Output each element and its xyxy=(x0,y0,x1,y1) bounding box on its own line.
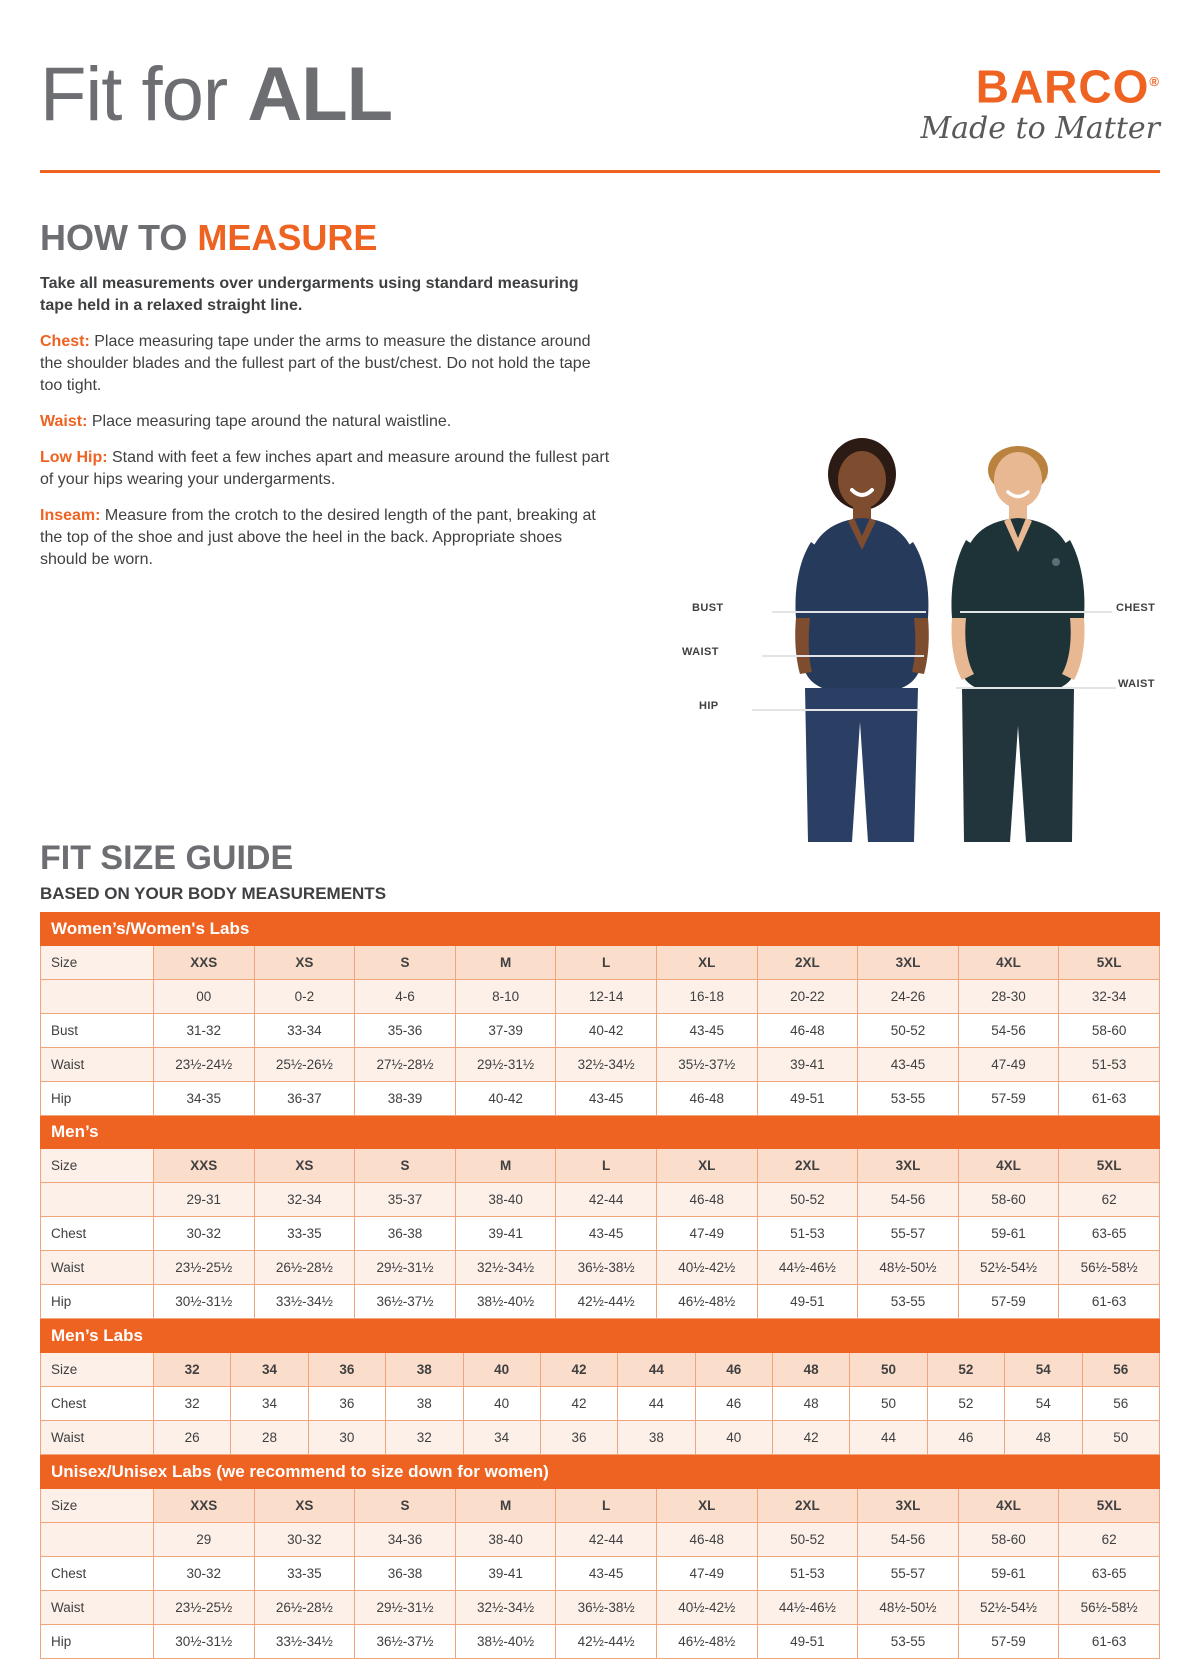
data-cell: 26½-28½ xyxy=(254,1591,355,1625)
size-cell: 34 xyxy=(231,1353,308,1387)
callout-waist-right: WAIST xyxy=(1118,678,1155,690)
data-cell: 35-36 xyxy=(355,1014,456,1048)
data-cell: 47-49 xyxy=(656,1217,757,1251)
numeric-cell: 12-14 xyxy=(556,980,657,1014)
table-row xyxy=(41,1523,1160,1557)
row-label-waist: Waist xyxy=(41,1421,154,1455)
data-cell: 61-63 xyxy=(1059,1082,1160,1116)
data-cell: 23½-25½ xyxy=(154,1591,255,1625)
row-label-waist: Waist xyxy=(41,1251,154,1285)
fit-size-guide-title: FIT SIZE GUIDE xyxy=(40,839,294,877)
numeric-cell: 32-34 xyxy=(254,1183,355,1217)
numeric-cell: 58-60 xyxy=(958,1523,1059,1557)
table-banner-row xyxy=(41,1320,1160,1353)
data-cell: 28 xyxy=(231,1421,308,1455)
table-row xyxy=(41,1251,1160,1285)
data-cell: 30-32 xyxy=(154,1557,255,1591)
data-cell: 46-48 xyxy=(656,1082,757,1116)
data-cell: 42½-44½ xyxy=(556,1285,657,1319)
measure-item-chest-label: Chest: xyxy=(40,333,90,350)
data-cell: 31-32 xyxy=(154,1014,255,1048)
data-cell: 25½-26½ xyxy=(254,1048,355,1082)
data-cell: 56 xyxy=(1082,1387,1160,1421)
data-cell: 34 xyxy=(231,1387,308,1421)
page-header xyxy=(40,52,1160,162)
data-cell: 33½-34½ xyxy=(254,1285,355,1319)
row-label-hip: Hip xyxy=(41,1625,154,1659)
row-label-bust: Bust xyxy=(41,1014,154,1048)
size-guide-page xyxy=(0,52,1200,1652)
data-cell: 36 xyxy=(308,1387,385,1421)
data-cell: 38 xyxy=(386,1387,463,1421)
size-cell: XS xyxy=(254,946,355,980)
data-cell: 30 xyxy=(308,1421,385,1455)
data-cell: 44 xyxy=(850,1421,927,1455)
data-cell: 57-59 xyxy=(958,1082,1059,1116)
how-to-measure-section xyxy=(40,217,640,571)
data-cell: 36-37 xyxy=(254,1082,355,1116)
data-cell: 34-35 xyxy=(154,1082,255,1116)
table-row xyxy=(41,1149,1160,1183)
numeric-cell: 8-10 xyxy=(455,980,556,1014)
row-label-chest: Chest xyxy=(41,1387,154,1421)
data-cell: 59-61 xyxy=(958,1557,1059,1591)
data-cell: 36½-38½ xyxy=(556,1591,657,1625)
data-cell: 43-45 xyxy=(556,1082,657,1116)
size-cell: XS xyxy=(254,1489,355,1523)
size-cell: 4XL xyxy=(958,946,1059,980)
data-cell: 39-41 xyxy=(455,1557,556,1591)
models-svg xyxy=(712,422,1162,852)
row-label-hip: Hip xyxy=(41,1285,154,1319)
data-cell: 53-55 xyxy=(858,1082,959,1116)
size-cell: S xyxy=(355,1489,456,1523)
data-cell: 42 xyxy=(540,1387,617,1421)
data-cell: 26½-28½ xyxy=(254,1251,355,1285)
banner-unisex: Unisex/Unisex Labs (we recommend to size down for women) xyxy=(41,1456,1160,1489)
data-cell: 36½-37½ xyxy=(355,1625,456,1659)
numeric-cell: 50-52 xyxy=(757,1523,858,1557)
data-cell: 32 xyxy=(154,1387,231,1421)
row-label-empty xyxy=(41,980,154,1014)
numeric-cell: 54-56 xyxy=(858,1523,959,1557)
size-cell: 4XL xyxy=(958,1489,1059,1523)
data-cell: 39-41 xyxy=(455,1217,556,1251)
fit-size-guide-subtitle: BASED ON YOUR BODY MEASUREMENTS xyxy=(40,884,387,903)
measure-item-lowhip-label: Low Hip: xyxy=(40,449,108,466)
data-cell: 36½-37½ xyxy=(355,1285,456,1319)
banner-mens-labs: Men’s Labs xyxy=(41,1320,1160,1353)
callout-bust: BUST xyxy=(692,602,724,614)
size-cell: L xyxy=(556,1489,657,1523)
data-cell: 50-52 xyxy=(858,1014,959,1048)
data-cell: 36 xyxy=(540,1421,617,1455)
data-cell: 29½-31½ xyxy=(455,1048,556,1082)
data-cell: 48½-50½ xyxy=(858,1591,959,1625)
data-cell: 33-34 xyxy=(254,1014,355,1048)
brand-tagline: Made to Matter xyxy=(920,111,1160,147)
size-cell: 54 xyxy=(1005,1353,1082,1387)
size-cell: S xyxy=(355,1149,456,1183)
data-cell: 51-53 xyxy=(757,1557,858,1591)
measure-item-lowhip-text: Stand with feet a few inches apart and measure around the fullest part of your hips wearing your undergarments. xyxy=(40,449,610,488)
data-cell: 32½-34½ xyxy=(455,1251,556,1285)
data-cell: 57-59 xyxy=(958,1625,1059,1659)
table-row xyxy=(41,1285,1160,1319)
numeric-cell: 29-31 xyxy=(154,1183,255,1217)
numeric-cell: 0-2 xyxy=(254,980,355,1014)
data-cell: 44 xyxy=(618,1387,695,1421)
measure-item-chest-text: Place measuring tape under the arms to measure the distance around the shoulder blades and the fullest part of the bust/chest. Do not hold the tape too tight. xyxy=(40,333,591,394)
size-cell: S xyxy=(355,946,456,980)
data-cell: 36-38 xyxy=(355,1217,456,1251)
numeric-cell: 4-6 xyxy=(355,980,456,1014)
data-cell: 33-35 xyxy=(254,1217,355,1251)
data-cell: 63-65 xyxy=(1059,1557,1160,1591)
data-cell: 36½-38½ xyxy=(556,1251,657,1285)
data-cell: 38 xyxy=(618,1421,695,1455)
data-cell: 27½-28½ xyxy=(355,1048,456,1082)
data-cell: 46½-48½ xyxy=(656,1285,757,1319)
data-cell: 50 xyxy=(1082,1421,1160,1455)
callout-hip: HIP xyxy=(699,700,719,712)
table-banner-row xyxy=(41,913,1160,946)
data-cell: 37-39 xyxy=(455,1014,556,1048)
table-row xyxy=(41,1591,1160,1625)
data-cell: 53-55 xyxy=(858,1625,959,1659)
table-row xyxy=(41,1625,1160,1659)
table-row xyxy=(41,1048,1160,1082)
row-label-waist: Waist xyxy=(41,1048,154,1082)
female-model-figure xyxy=(795,438,929,842)
data-cell: 43-45 xyxy=(656,1014,757,1048)
numeric-cell: 46-48 xyxy=(656,1183,757,1217)
size-cell: 56 xyxy=(1082,1353,1160,1387)
data-cell: 44½-46½ xyxy=(757,1591,858,1625)
data-cell: 43-45 xyxy=(556,1217,657,1251)
data-cell: 23½-25½ xyxy=(154,1251,255,1285)
size-cell: 3XL xyxy=(858,946,959,980)
measure-item-chest xyxy=(40,331,610,397)
data-cell: 42 xyxy=(773,1421,850,1455)
numeric-cell: 58-60 xyxy=(958,1183,1059,1217)
numeric-cell: 38-40 xyxy=(455,1523,556,1557)
size-cell: 38 xyxy=(386,1353,463,1387)
size-cell: XL xyxy=(656,1149,757,1183)
data-cell: 49-51 xyxy=(757,1625,858,1659)
data-cell: 33-35 xyxy=(254,1557,355,1591)
model-illustration xyxy=(682,422,1162,852)
table-row xyxy=(41,1183,1160,1217)
brand-logo xyxy=(920,58,1160,146)
data-cell: 53-55 xyxy=(858,1285,959,1319)
data-cell: 30½-31½ xyxy=(154,1625,255,1659)
row-label-chest: Chest xyxy=(41,1557,154,1591)
data-cell: 40 xyxy=(695,1421,772,1455)
numeric-cell: 62 xyxy=(1059,1183,1160,1217)
size-cell: 50 xyxy=(850,1353,927,1387)
data-cell: 32½-34½ xyxy=(556,1048,657,1082)
registered-mark-icon: ® xyxy=(1149,74,1160,89)
measure-item-inseam-label: Inseam: xyxy=(40,507,101,524)
size-cell: M xyxy=(455,1489,556,1523)
data-cell: 54-56 xyxy=(958,1014,1059,1048)
size-cell: 5XL xyxy=(1059,1489,1160,1523)
data-cell: 61-63 xyxy=(1059,1285,1160,1319)
measure-item-waist-text: Place measuring tape around the natural waistline. xyxy=(87,413,452,430)
data-cell: 38½-40½ xyxy=(455,1625,556,1659)
size-cell: L xyxy=(556,946,657,980)
numeric-cell: 38-40 xyxy=(455,1183,556,1217)
table-row xyxy=(41,1014,1160,1048)
data-cell: 52½-54½ xyxy=(958,1251,1059,1285)
data-cell: 49-51 xyxy=(757,1285,858,1319)
data-cell: 38-39 xyxy=(355,1082,456,1116)
row-label-size: Size xyxy=(41,1149,154,1183)
row-label-chest: Chest xyxy=(41,1217,154,1251)
table-row xyxy=(41,1489,1160,1523)
row-label-size: Size xyxy=(41,1489,154,1523)
size-cell: 44 xyxy=(618,1353,695,1387)
data-cell: 63-65 xyxy=(1059,1217,1160,1251)
table-row xyxy=(41,1353,1160,1387)
size-cell: M xyxy=(455,1149,556,1183)
numeric-cell: 54-56 xyxy=(858,1183,959,1217)
size-cell: 3XL xyxy=(858,1149,959,1183)
size-cell: 3XL xyxy=(858,1489,959,1523)
data-cell: 48½-50½ xyxy=(858,1251,959,1285)
data-cell: 40½-42½ xyxy=(656,1251,757,1285)
data-cell: 47-49 xyxy=(656,1557,757,1591)
data-cell: 46 xyxy=(695,1387,772,1421)
data-cell: 38½-40½ xyxy=(455,1285,556,1319)
brand-name xyxy=(975,58,1160,113)
data-cell: 43-45 xyxy=(858,1048,959,1082)
data-cell: 26 xyxy=(154,1421,231,1455)
numeric-cell: 29 xyxy=(154,1523,255,1557)
data-cell: 55-57 xyxy=(858,1557,959,1591)
numeric-cell: 20-22 xyxy=(757,980,858,1014)
data-cell: 46-48 xyxy=(757,1014,858,1048)
size-cell: XL xyxy=(656,1489,757,1523)
data-cell: 51-53 xyxy=(757,1217,858,1251)
table-womens xyxy=(40,912,1160,1319)
measure-item-lowhip xyxy=(40,447,610,491)
data-cell: 40-42 xyxy=(455,1082,556,1116)
numeric-cell: 32-34 xyxy=(1059,980,1160,1014)
data-cell: 59-61 xyxy=(958,1217,1059,1251)
row-label-empty xyxy=(41,1523,154,1557)
size-cell: 40 xyxy=(463,1353,540,1387)
callout-chest-right: CHEST xyxy=(1116,602,1156,614)
data-cell: 46 xyxy=(927,1421,1004,1455)
data-cell: 51-53 xyxy=(1059,1048,1160,1082)
size-cell: 32 xyxy=(154,1353,231,1387)
data-cell: 36-38 xyxy=(355,1557,456,1591)
data-cell: 32½-34½ xyxy=(455,1591,556,1625)
size-cell: L xyxy=(556,1149,657,1183)
size-cell: 2XL xyxy=(757,1489,858,1523)
numeric-cell: 24-26 xyxy=(858,980,959,1014)
size-cell: 42 xyxy=(540,1353,617,1387)
row-label-size: Size xyxy=(41,946,154,980)
numeric-cell: 62 xyxy=(1059,1523,1160,1557)
banner-womens: Women’s/Women's Labs xyxy=(41,913,1160,946)
numeric-cell: 30-32 xyxy=(254,1523,355,1557)
data-cell: 61-63 xyxy=(1059,1625,1160,1659)
row-label-size: Size xyxy=(41,1353,154,1387)
table-row xyxy=(41,1557,1160,1591)
data-cell: 39-41 xyxy=(757,1048,858,1082)
size-cell: 46 xyxy=(695,1353,772,1387)
size-cell: XS xyxy=(254,1149,355,1183)
data-cell: 44½-46½ xyxy=(757,1251,858,1285)
size-cell: 52 xyxy=(927,1353,1004,1387)
data-cell: 35½-37½ xyxy=(656,1048,757,1082)
data-cell: 54 xyxy=(1005,1387,1082,1421)
table-row xyxy=(41,1217,1160,1251)
callout-waist-left: WAIST xyxy=(682,646,719,658)
brand-name-text: BARCO xyxy=(975,60,1150,113)
row-label-waist: Waist xyxy=(41,1591,154,1625)
size-cell: 5XL xyxy=(1059,1149,1160,1183)
size-cell: XXS xyxy=(154,1489,255,1523)
table-row xyxy=(41,980,1160,1014)
numeric-cell: 35-37 xyxy=(355,1183,456,1217)
size-cell: 36 xyxy=(308,1353,385,1387)
data-cell: 48 xyxy=(1005,1421,1082,1455)
numeric-cell: 00 xyxy=(154,980,255,1014)
measure-lead-text: Take all measurements over undergarments using standard measuring tape held in a relaxed straight line. xyxy=(40,275,579,314)
page-title-light: Fit for xyxy=(40,52,248,137)
measure-item-waist-label: Waist: xyxy=(40,413,88,430)
table-banner-row xyxy=(41,1116,1160,1149)
data-cell: 42½-44½ xyxy=(556,1625,657,1659)
size-cell: XXS xyxy=(154,946,255,980)
table-row xyxy=(41,1082,1160,1116)
size-cell: M xyxy=(455,946,556,980)
data-cell: 48 xyxy=(773,1387,850,1421)
table-unisex xyxy=(40,1455,1160,1659)
table-row xyxy=(41,946,1160,980)
data-cell: 30-32 xyxy=(154,1217,255,1251)
data-cell: 29½-31½ xyxy=(355,1591,456,1625)
row-label-hip: Hip xyxy=(41,1082,154,1116)
heading-plain: HOW TO xyxy=(40,217,198,258)
numeric-cell: 42-44 xyxy=(556,1523,657,1557)
how-to-measure-heading xyxy=(40,217,640,259)
header-divider xyxy=(40,170,1160,173)
size-cell: 5XL xyxy=(1059,946,1160,980)
size-cell: 2XL xyxy=(757,1149,858,1183)
heading-accent: MEASURE xyxy=(197,217,378,258)
data-cell: 52 xyxy=(927,1387,1004,1421)
numeric-cell: 46-48 xyxy=(656,1523,757,1557)
data-cell: 40 xyxy=(463,1387,540,1421)
measure-item-waist xyxy=(40,411,610,433)
data-cell: 40½-42½ xyxy=(656,1591,757,1625)
measure-item-inseam xyxy=(40,505,610,571)
data-cell: 43-45 xyxy=(556,1557,657,1591)
table-row xyxy=(41,1387,1160,1421)
data-cell: 56½-58½ xyxy=(1059,1251,1160,1285)
data-cell: 40-42 xyxy=(556,1014,657,1048)
banner-mens: Men’s xyxy=(41,1116,1160,1149)
data-cell: 29½-31½ xyxy=(355,1251,456,1285)
data-cell: 32 xyxy=(386,1421,463,1455)
numeric-cell: 28-30 xyxy=(958,980,1059,1014)
table-banner-row xyxy=(41,1456,1160,1489)
data-cell: 33½-34½ xyxy=(254,1625,355,1659)
row-label-empty xyxy=(41,1183,154,1217)
data-cell: 57-59 xyxy=(958,1285,1059,1319)
data-cell: 23½-24½ xyxy=(154,1048,255,1082)
data-cell: 30½-31½ xyxy=(154,1285,255,1319)
table-mens-labs xyxy=(40,1319,1160,1455)
data-cell: 52½-54½ xyxy=(958,1591,1059,1625)
size-cell: XL xyxy=(656,946,757,980)
data-cell: 50 xyxy=(850,1387,927,1421)
numeric-cell: 34-36 xyxy=(355,1523,456,1557)
numeric-cell: 16-18 xyxy=(656,980,757,1014)
page-title-bold: ALL xyxy=(247,52,393,137)
data-cell: 56½-58½ xyxy=(1059,1591,1160,1625)
data-cell: 58-60 xyxy=(1059,1014,1160,1048)
male-model-figure xyxy=(951,446,1084,842)
size-cell: XXS xyxy=(154,1149,255,1183)
numeric-cell: 42-44 xyxy=(556,1183,657,1217)
data-cell: 34 xyxy=(463,1421,540,1455)
size-cell: 4XL xyxy=(958,1149,1059,1183)
data-cell: 47-49 xyxy=(958,1048,1059,1082)
data-cell: 55-57 xyxy=(858,1217,959,1251)
size-cell: 2XL xyxy=(757,946,858,980)
measure-item-inseam-text: Measure from the crotch to the desired length of the pant, breaking at the top of the shoe and just above the heel in the back. Appropriate shoes should be worn. xyxy=(40,507,596,568)
data-cell: 49-51 xyxy=(757,1082,858,1116)
table-row xyxy=(41,1421,1160,1455)
numeric-cell: 50-52 xyxy=(757,1183,858,1217)
size-cell: 48 xyxy=(773,1353,850,1387)
data-cell: 46½-48½ xyxy=(656,1625,757,1659)
